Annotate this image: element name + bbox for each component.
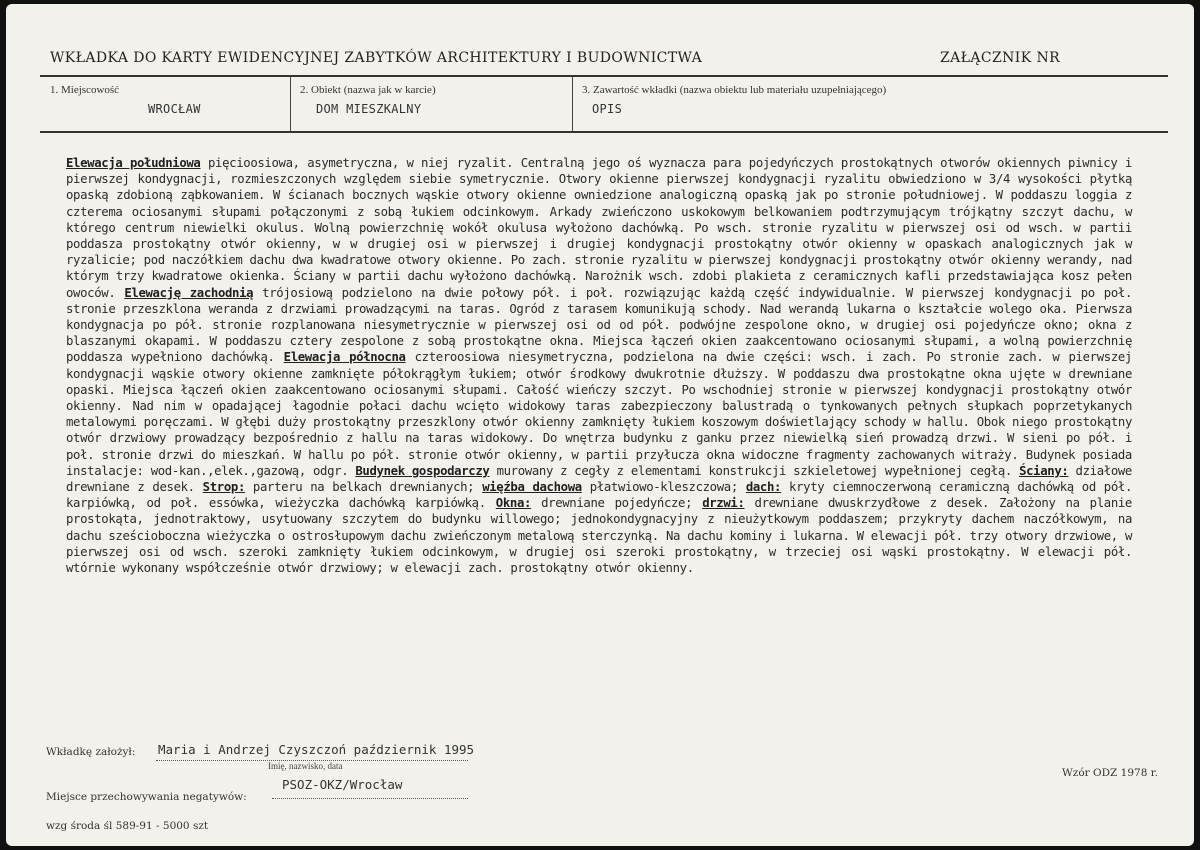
header-rule-top (40, 75, 1168, 77)
negatives-storage-dotted-line (272, 798, 468, 799)
header-rule-bottom (40, 131, 1168, 133)
section-west-text: trójosiową podzielono na dwie połowy pół. i poł. rozwiązując każdą część indywidualnie. W pierwszej kondygnacji po poł. stronie przeszklona weranda z drzwiami prowadzącymi na taras. Ogród z tarasem komunikują schody. Nad werandą lukarna o kształcie wolego oka. Pierwsza kondygnacja po pół. stronie rozplanowana niesymetrycznie w pierwszej osi od od pół. podwójne zespolone okno, w drugiej osi pojedyńcze okno; okna z blaszanymi okapami. W poddaszu cztery zespolone z sobą prostokątne okna. Miejsca łączeń okien zaakcentowano ociosanymi słupami, a wolną powierzchnię poddasza wypełniono dachówką. (66, 285, 1133, 365)
description-text (66, 155, 1132, 576)
locality-value: WROCŁAW (148, 102, 201, 116)
ceiling-text: parteru na belkach drewnianych; (245, 480, 483, 495)
section-south-heading: Elewacja południowa (66, 156, 201, 170)
section-west-heading: Elewację zachodnią (124, 285, 254, 300)
walls-heading: Ściany: (1019, 463, 1069, 478)
annex-number-label: ZAŁĄCZNIK NR (940, 50, 1061, 66)
section-north-heading: Elewacja północna (283, 350, 406, 365)
negatives-storage-value: PSOZ-OKZ/Wrocław (282, 777, 403, 792)
founded-by-caption: Imię, nazwisko, data (268, 761, 343, 771)
content-label: 3. Zawartość wkładki (nazwa obiektu lub materiału uzupełniającego) (582, 84, 887, 96)
windows-heading: Okna: (495, 496, 532, 511)
roof-truss-heading: więźba dachowa (482, 480, 582, 495)
doors-text: drewniane dwuskrzydłowe z desek. Założony na planie prostokąta, jednotraktowy, usytuowany szczytem do budynku willowego; jednokondygnacyjny z nieużytkowym poddaszem; przykryty dachem naczółkowym, na dachu sześcioboczna wieżyczka o ostrosłupowym dachu zwieńczonym metalową sterczynką. Na dachu kominy i lukarna. W elewacji pół. trzy otwory drzwiowe, w pierwszej osi od wsch. szeroki zamknięty łukiem odcinkowym, w drugiej osi szeroki prostokątny, w trzeciej osi wąski prostokątny. W elewacji pół. wtórnie wykonany współcześnie otwór drzwiowy; w elewacji zach. prostokątny otwór okienny. (66, 496, 1132, 576)
section-north-text: czteroosiowa niesymetryczna, podzielona na dwie części: wsch. i zach. Po stronie zach. w pierwszej kondygnacji wąskie otwory okienne zamknięte półokrągłym łukiem; otwór środkowy dwukrotnie dłuższy. W poddaszu dwa prostokątne okna ujęte w drewniane opaski. Miejsca łączeń okien zaakcentowano ociosanymi słupami. Całość wieńczy szczyt. Po wschodniej stronie w pierwszej kondygnacji prostokątny otwór okienny. Nad nim w opadającej łagodnie połaci dachu wcięto widokowy taras zabezpieczony balustradą o tynkowanych pełnych słupkach poprzetykanych metalowymi poręczami. W głębi duży prostokątny przeszklony otwór okienny zamknięty łukiem koszowym doświetlający schody w hallu. Obok niego prostokątny otwór drzwiowy prowadzący bezpośrednio z hallu na taras widokowy. Do wnętrza budynku z ganku przez niewielką sień prowadzą drzwi. W sieni po pół. i poł. stronie drzwi do mieszkań. W hallu po pół. stronie otwór okienny, w partii przyłucza okna widoczne fragmenty zachowanych witraży. Budynek posiada instalacje: wod-kan.,elek.,gazową, odgr. (66, 350, 1132, 478)
ceiling-heading: Strop: (202, 480, 245, 495)
field-divider-2 (572, 77, 573, 131)
roof-text: kryty ciemnoczerwoną ceramiczną dachówką od pół. karpiówką, od poł. essówka, wieżyczka dachówką karpiówką. (66, 480, 1133, 511)
founded-by-label: Wkładkę założył: (46, 746, 136, 758)
roof-heading: dach: (745, 480, 782, 495)
negatives-storage-label: Miejsce przechowywania negatywów: (46, 791, 247, 803)
content-value: OPIS (592, 102, 623, 116)
doors-heading: drzwi: (702, 496, 745, 511)
section-outbuilding-text: murowany z cegły z elementami konstrukcji szkieletowej wypełnionej cegłą. (489, 463, 1020, 478)
walls-text: działowe drewniane z desek. (66, 463, 1132, 495)
object-value: DOM MIESZKALNY (316, 102, 422, 116)
windows-text: drewniane pojedyńcze; (531, 496, 703, 511)
object-label: 2. Obiekt (nazwa jak w karcie) (300, 84, 436, 96)
form-template-number: Wzór ODZ 1978 r. (1062, 767, 1158, 779)
roof-truss-text: płatwiowo-kleszczowa; (581, 480, 746, 495)
form-title: WKŁADKA DO KARTY EWIDENCYJNEJ ZABYTKÓW ARCHITEKTURY I BUDOWNICTWA (50, 50, 703, 66)
section-south-text: pięcioosiowa, asymetryczna, w niej ryzalit. Centralną jego oś wyznacza para pojedyńczych prostokątnych otworów okiennych piwnicy i pierwszej kondygnacji, rozmieszczonych względem siebie symetrycznie. Otwory okienne pierwszej kondygnacji ryzalitu obwiedziono w 3/4 wysokości płytką opaską zdobioną ząbkowaniem. W ścianach bocznych wąskie otwory okienne owniedzione analogiczną opaską jak po stronie południowej. W poddaszu loggia z czterema ociosanymi słupami połączonymi z sobą łukiem odcinkowym. Arkady zwieńczono uskokowym belkowaniem podtrzymującym trójkątny szczyt dachu, w którego centrum niewielki okulus. Wolną powierzchnię wokół okulusa wyłożono dachówką. Po wsch. stronie ryzalitu w pierwszej osi od wsch. w partii poddasza prostokątny otwór okienny, w w drugiej osi w pierwszej i drugiej kondygnacji prostokątny otwór okienny w opaskach analogicznych jak w ryzalicie; pod naczółkiem dachu dwa kwadratowe otwory okienne. Po zach. stronie ryzalitu w pierwszej kondygnacji prostokątny otwór okienny werandy, nad którym trzy kwadratowe okienka. Ściany w partii dachu wyłożono dachówką. Narożnik wsch. zdobi plakieta z ceramicznych kafli przedstawiająca kosz pełen owoców. (66, 156, 1132, 300)
founded-by-value: Maria i Andrzej Czyszczoń październik 1995 (158, 742, 475, 757)
field-divider-1 (290, 77, 291, 131)
section-outbuilding-heading: Budynek gospodarczy (355, 463, 490, 478)
locality-label: 1. Miejscowość (50, 84, 120, 96)
print-info: wzg środa śl 589-91 - 5000 szt (46, 820, 209, 832)
